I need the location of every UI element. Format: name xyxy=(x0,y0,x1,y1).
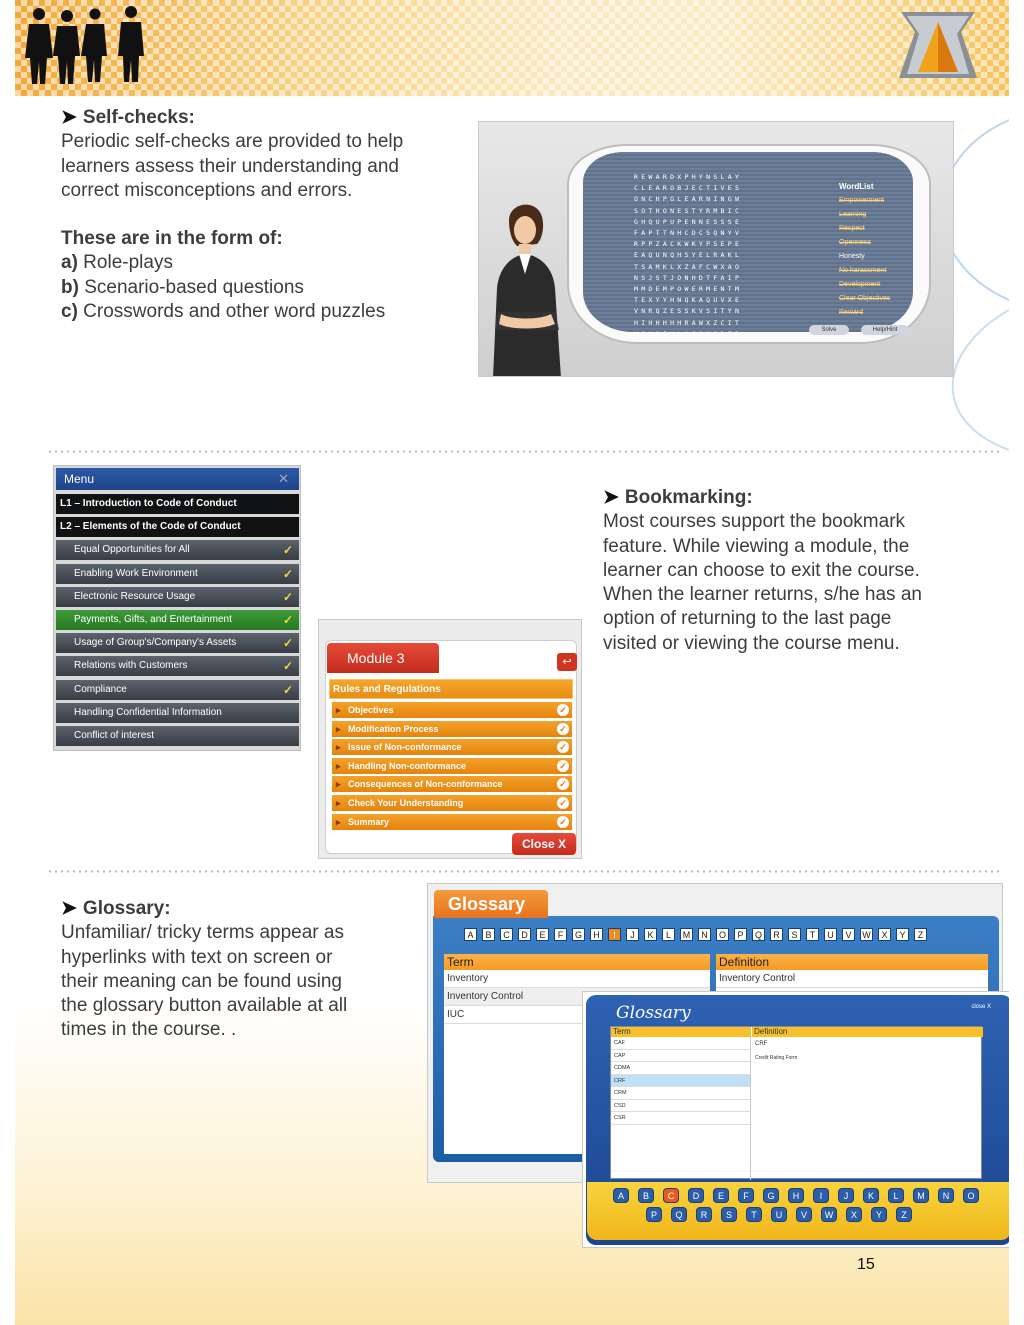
letter-button[interactable]: L xyxy=(662,928,675,941)
letter-key[interactable]: A xyxy=(613,1188,629,1203)
letter-button[interactable]: A xyxy=(464,928,477,941)
module-topic-label: Consequences of Non-conformance xyxy=(348,779,503,790)
module-section-header: Rules and Regulations xyxy=(329,679,573,699)
letter-button[interactable]: S xyxy=(788,928,801,941)
letter-button[interactable]: F xyxy=(554,928,567,941)
word-list-item: Empowerment xyxy=(839,197,885,204)
menu-item-label: Usage of Group's/Company's Assets xyxy=(74,637,237,649)
letter-button[interactable]: M xyxy=(680,928,693,941)
bookmarking-section xyxy=(603,486,983,656)
module-topic[interactable] xyxy=(332,814,572,830)
letter-key[interactable]: C xyxy=(663,1188,679,1203)
bookmarking-line: learner can choose to exit the course. xyxy=(603,559,920,581)
menu-item-label: L2 – Elements of the Code of Conduct xyxy=(60,521,241,533)
letter-button[interactable]: H xyxy=(590,928,603,941)
grid-row: TEXYYHNQKAQUVXE xyxy=(634,296,743,305)
letter-key[interactable]: P xyxy=(646,1207,662,1222)
bookmarking-heading xyxy=(603,486,983,510)
letter-key[interactable]: B xyxy=(638,1188,654,1203)
glossary-title: Glossary: xyxy=(82,898,171,919)
letter-key[interactable]: U xyxy=(771,1207,787,1222)
term-row[interactable]: Inventory Control xyxy=(444,988,710,1006)
module-menu-screenshot xyxy=(318,619,582,859)
letter-key[interactable]: Y xyxy=(871,1207,887,1222)
menu-item-label: Compliance xyxy=(74,683,127,695)
letter-button[interactable]: Q xyxy=(752,928,765,941)
letter-button[interactable]: V xyxy=(842,928,855,941)
module-topic[interactable] xyxy=(332,721,572,737)
check-circle-icon: ✓ xyxy=(557,704,569,716)
form-item-letter: c) xyxy=(61,301,78,323)
menu-item-label: L1 – Introduction to Code of Conduct xyxy=(60,498,237,509)
letter-key[interactable]: D xyxy=(688,1188,704,1203)
module-topic[interactable] xyxy=(332,776,572,792)
grid-row: NSJSTJONHDTFAIP xyxy=(634,273,743,282)
page-number: 15 xyxy=(857,1256,875,1273)
letter-key[interactable]: Q xyxy=(671,1207,687,1222)
letter-key[interactable]: V xyxy=(796,1207,812,1222)
glossary-popup-title: Glossary xyxy=(616,1003,691,1023)
bookmarking-line: feature. While viewing a module, the xyxy=(603,535,910,557)
form-item-letter: a) xyxy=(61,252,78,274)
close-button[interactable]: Close X xyxy=(512,833,576,855)
word-list-item: No harassment xyxy=(839,267,887,274)
checkmark-icon: ✓ xyxy=(282,589,293,604)
check-circle-icon: ✓ xyxy=(557,797,569,809)
module-topic[interactable] xyxy=(332,795,572,811)
letter-button[interactable]: X xyxy=(878,928,891,941)
letter-button[interactable]: I xyxy=(608,928,621,941)
check-circle-icon: ✓ xyxy=(557,760,569,772)
menu-item[interactable] xyxy=(56,587,299,607)
menu-title: Menu xyxy=(64,472,95,486)
solve-button[interactable]: Solve xyxy=(809,325,849,335)
keyboard-row xyxy=(646,1205,921,1223)
bookmarking-line: Most courses support the bookmark xyxy=(603,511,906,533)
self-checks-section xyxy=(61,106,461,324)
letter-button[interactable]: Z xyxy=(914,928,927,941)
definition-header: Definition xyxy=(716,954,988,970)
letter-key[interactable]: W xyxy=(821,1207,837,1222)
letter-button[interactable]: G xyxy=(572,928,585,941)
grid-row: EAQUNQHSYELRAKL xyxy=(634,251,743,260)
self-checks-line: learners assess their understanding and xyxy=(61,155,399,177)
letter-key[interactable]: M xyxy=(913,1188,929,1203)
company-logo xyxy=(893,4,983,88)
grid-row: GHQUPUPENNESSSE xyxy=(634,217,743,226)
glossary-heading xyxy=(61,897,391,921)
glossary-section xyxy=(61,897,391,1043)
check-circle-icon: ✓ xyxy=(557,723,569,735)
form-item-text: Scenario-based questions xyxy=(78,276,304,298)
letter-button[interactable]: O xyxy=(716,928,729,941)
module-topic-label: Handling Non-conformance xyxy=(348,760,467,771)
self-checks-line: Periodic self-checks are provided to help xyxy=(61,131,404,153)
letter-key[interactable]: J xyxy=(838,1188,854,1203)
word-list-item: Reward xyxy=(839,309,864,316)
check-circle-icon: ✓ xyxy=(557,741,569,753)
chevron-icon: ➤ xyxy=(61,898,77,919)
letter-grid[interactable] xyxy=(634,172,742,340)
alphabet-bar xyxy=(464,928,932,942)
course-menu-screenshot xyxy=(53,465,301,751)
checkmark-icon: ✓ xyxy=(282,659,293,674)
letter-button[interactable]: K xyxy=(644,928,657,941)
banner-highlight xyxy=(15,0,1009,96)
menu-item-label: Conflict of interest xyxy=(74,730,155,741)
menu-item[interactable] xyxy=(56,564,299,584)
term-row[interactable]: CSR xyxy=(611,1112,750,1125)
module-tab[interactable]: Module 3 xyxy=(327,643,439,673)
letter-button[interactable]: T xyxy=(806,928,819,941)
form-item xyxy=(61,251,461,275)
letter-key[interactable]: N xyxy=(938,1188,954,1203)
word-list-title: WordList xyxy=(839,182,874,191)
menu-item-label: Handling Confidential Information xyxy=(74,706,222,718)
letter-button[interactable]: B xyxy=(482,928,495,941)
letter-button[interactable]: W xyxy=(860,928,873,941)
word-list-item: Openness xyxy=(839,239,871,246)
forms-heading: These are in the form of: xyxy=(61,228,283,250)
grid-row: FAPTTNHCDCSQNYV xyxy=(634,229,743,238)
word-list-item: Learning xyxy=(839,211,867,218)
check-circle-icon: ✓ xyxy=(557,778,569,790)
letter-key[interactable]: Z xyxy=(896,1207,912,1222)
letter-key[interactable]: I xyxy=(813,1188,829,1203)
section-divider xyxy=(47,870,1003,873)
form-item xyxy=(61,300,461,324)
bookmarking-line: option of returning to the last page xyxy=(603,608,892,630)
module-topic-label: Modification Process xyxy=(348,723,439,734)
word-list-item: Development xyxy=(839,281,881,288)
definition-term: CRF xyxy=(755,1041,768,1047)
term-row[interactable]: Inventory xyxy=(444,970,710,988)
bookmarking-line: visited or viewing the course menu. xyxy=(603,632,900,654)
module-topic-label: Issue of Non-conformance xyxy=(348,742,462,753)
letter-key[interactable]: L xyxy=(888,1188,904,1203)
glossary-line: Unfamiliar/ tricky terms appear as xyxy=(61,922,344,944)
grid-row: VNRQZESSKVSITYN xyxy=(634,307,743,316)
menu-item[interactable] xyxy=(56,726,299,746)
form-item-letter: b) xyxy=(61,276,79,298)
definition-text: Inventory Control xyxy=(716,970,988,988)
close-button[interactable]: close X xyxy=(971,1004,991,1010)
grid-row: CLEAROBJECTIVES xyxy=(634,184,743,193)
check-circle-icon: ✓ xyxy=(557,816,569,828)
checkmark-icon: ✓ xyxy=(282,566,293,581)
letter-button[interactable]: J xyxy=(626,928,639,941)
grid-row: RPPZACKWKYPSEPE xyxy=(634,240,743,249)
bookmarking-title: Bookmarking: xyxy=(624,487,753,508)
chevron-icon: ➤ xyxy=(603,487,619,508)
term-row[interactable]: CAF xyxy=(611,1037,750,1050)
term-row[interactable]: CAP xyxy=(611,1050,750,1063)
letter-key[interactable]: T xyxy=(746,1207,762,1222)
term-header: Term xyxy=(611,1027,751,1037)
menu-item[interactable] xyxy=(56,656,299,676)
self-checks-title: Self-checks: xyxy=(82,107,195,128)
term-list xyxy=(611,1037,751,1180)
checkmark-icon: ✓ xyxy=(282,613,293,627)
glossary-line: their meaning can be found using xyxy=(61,970,342,992)
grid-row: REWARDXPHYNSLAY xyxy=(634,173,743,181)
letter-key[interactable]: H xyxy=(788,1188,804,1203)
close-icon[interactable]: ✕ xyxy=(278,471,289,486)
letter-key[interactable]: S xyxy=(721,1207,737,1222)
letter-key[interactable]: G xyxy=(763,1188,779,1203)
term-row[interactable]: IUC xyxy=(444,1006,710,1024)
menu-item[interactable] xyxy=(56,703,299,723)
menu-item[interactable] xyxy=(56,610,299,630)
module-topic-label: Summary xyxy=(348,816,390,827)
grid-row: HIHHHHHRAWXZCIT xyxy=(634,318,743,327)
back-icon[interactable]: ↩ xyxy=(557,653,577,671)
term-header: Term xyxy=(444,954,710,970)
grid-row: MMDEMPOWERMENTM xyxy=(634,285,743,294)
term-row[interactable]: CRF xyxy=(611,1075,750,1088)
glossary-line: times in the course. . xyxy=(61,1019,237,1041)
menu-header xyxy=(56,468,299,490)
menu-item-label: Payments, Gifts, and Entertainment xyxy=(74,614,232,625)
keyboard-row xyxy=(613,1186,988,1204)
letter-key[interactable]: K xyxy=(863,1188,879,1203)
letter-button[interactable]: U xyxy=(824,928,837,941)
grid-row: SOTHONESTYRMBIC xyxy=(634,206,743,215)
letter-button[interactable]: E xyxy=(536,928,549,941)
letter-key[interactable]: O xyxy=(963,1188,979,1203)
glossary-line: hyperlinks with text on screen or xyxy=(61,946,333,968)
section-divider xyxy=(47,450,1003,453)
letter-button[interactable]: R xyxy=(770,928,783,941)
bookmarking-line: When the learner returns, s/he has an xyxy=(603,584,922,606)
glossary-line: the glossary button available at all xyxy=(61,995,348,1017)
self-checks-line: correct misconceptions and errors. xyxy=(61,179,353,201)
definition-header: Definition xyxy=(752,1027,983,1037)
menu-item[interactable] xyxy=(56,494,299,514)
word-search-screenshot xyxy=(478,121,954,377)
module-topic[interactable] xyxy=(332,702,572,718)
grid-row: ONCHPGLEARNINGW xyxy=(634,195,743,204)
letter-keyboard xyxy=(587,1182,1009,1240)
menu-item[interactable] xyxy=(56,540,299,560)
term-row[interactable]: CDMA xyxy=(611,1062,750,1075)
module-topic[interactable] xyxy=(332,739,572,755)
self-checks-heading xyxy=(61,106,461,130)
presenter-avatar xyxy=(479,192,569,377)
menu-item[interactable] xyxy=(56,517,299,537)
menu-item-label: Relations with Customers xyxy=(74,660,188,672)
letter-key[interactable]: E xyxy=(713,1188,729,1203)
form-item-text: Role-plays xyxy=(77,252,173,274)
module-topic-label: Objectives xyxy=(348,705,394,715)
checkmark-icon: ✓ xyxy=(282,636,293,651)
menu-item[interactable] xyxy=(56,680,299,700)
checkmark-icon: ✓ xyxy=(282,543,293,558)
word-list xyxy=(839,180,890,320)
letter-key[interactable]: F xyxy=(738,1188,754,1203)
form-item xyxy=(61,276,461,300)
menu-item-label: Equal Opportunities for All xyxy=(74,544,190,556)
module-topic-label: Check Your Understanding xyxy=(348,798,464,808)
business-people-silhouette xyxy=(23,2,153,86)
letter-button[interactable]: C xyxy=(500,928,513,941)
checkmark-icon: ✓ xyxy=(282,682,293,697)
glossary-popup-panel xyxy=(610,1026,982,1179)
form-item-text: Crosswords and other word puzzles xyxy=(77,301,386,323)
grid-row: WJUOJWLHCOKORFD xyxy=(634,329,743,338)
letter-button[interactable]: Y xyxy=(896,928,909,941)
module-topic[interactable] xyxy=(332,758,572,774)
letter-button[interactable]: P xyxy=(734,928,747,941)
menu-item-label: Enabling Work Environment xyxy=(74,567,198,579)
menu-item[interactable] xyxy=(56,633,299,653)
term-row[interactable]: CSD xyxy=(611,1100,750,1113)
letter-button[interactable]: D xyxy=(518,928,531,941)
help-hint-button[interactable]: Help/Hint xyxy=(861,325,909,335)
definition-text: Credit Rating Form xyxy=(755,1055,798,1061)
word-list-item: Honesty xyxy=(839,253,865,260)
grid-row: TSAMKLXZAFCWXAO xyxy=(634,262,743,271)
glossary-popup-screenshot xyxy=(582,991,1009,1248)
word-list-item: Clear Objectives xyxy=(839,295,891,302)
word-list-item: Respect xyxy=(839,225,865,232)
letter-key[interactable]: R xyxy=(696,1207,712,1222)
menu-item-label: Electronic Resource Usage xyxy=(74,590,196,602)
glossary-tab: Glossary xyxy=(434,890,548,918)
chevron-icon: ➤ xyxy=(61,107,77,128)
brochure-page xyxy=(15,0,1009,1325)
letter-key[interactable]: X xyxy=(846,1207,862,1222)
letter-button[interactable]: N xyxy=(698,928,711,941)
term-row[interactable]: CRM xyxy=(611,1087,750,1100)
